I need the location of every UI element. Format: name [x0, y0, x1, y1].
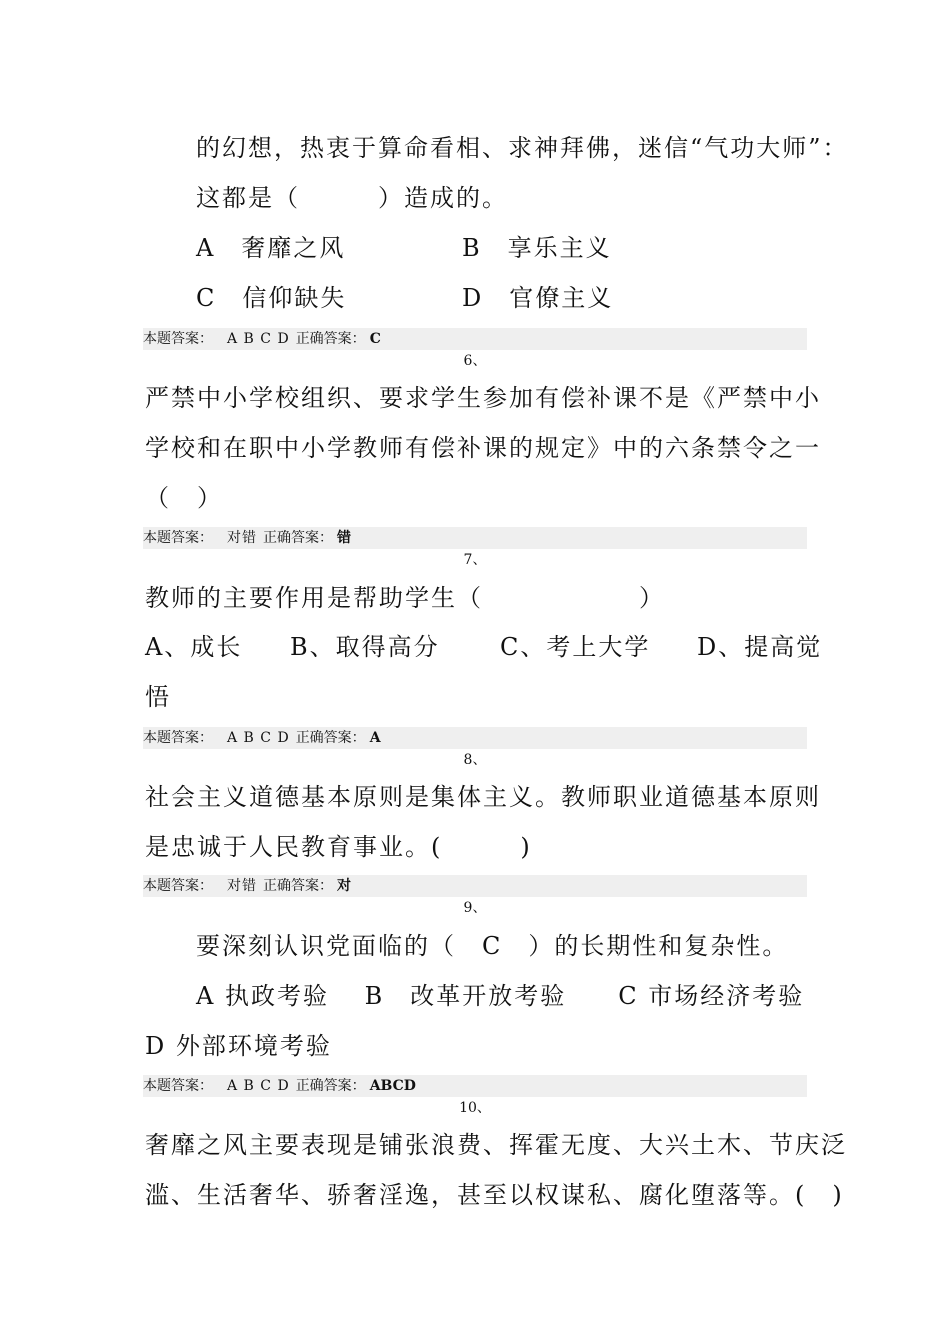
q10-line-1: 奢靡之风主要表现是铺张浪费、挥霍无度、大兴土木、节庆泛 — [145, 1131, 847, 1159]
q6-line-2: 学校和在职中小学教师有偿补课的规定》中的六条禁令之一 — [145, 434, 821, 462]
q9-line-1: 要深刻认识党面临的（ C ）的长期性和复杂性。 — [196, 932, 789, 960]
q7-line-1: 教师的主要作用是帮助学生（ ） — [145, 584, 665, 612]
correct-answer: C — [369, 331, 381, 347]
q8-line-2: 是忠诚于人民教育事业。( ) — [145, 833, 532, 861]
answer-choices: 对错 — [227, 530, 257, 546]
q7-option-c: C、考上大学 — [500, 633, 651, 661]
q6-number: 6、 — [463, 353, 487, 369]
q6-line-3: （ ） — [145, 484, 223, 512]
q6-answer-bar — [143, 527, 807, 549]
q8-line-1: 社会主义道德基本原则是集体主义。教师职业道德基本原则 — [145, 783, 821, 811]
q6-line-1: 严禁中小学校组织、要求学生参加有偿补课不是《严禁中小 — [145, 384, 821, 412]
q8-number: 8、 — [463, 752, 487, 768]
answer-label: 本题答案： — [143, 878, 213, 894]
correct-label: 正确答案： — [295, 1078, 366, 1094]
q7-line-tail: 悟 — [145, 683, 171, 711]
q9-answer-bar — [143, 1075, 807, 1097]
answer-label: 本题答案： — [143, 730, 213, 746]
q7-option-d: D、提高觉 — [697, 633, 823, 661]
q5-option-d: D 官僚主义 — [462, 284, 614, 312]
correct-label: 正确答案： — [295, 730, 366, 746]
q7-option-b: B、取得高分 — [290, 633, 440, 661]
correct-answer: 错 — [337, 530, 351, 546]
answer-label: 本题答案： — [143, 331, 213, 347]
correct-answer: 对 — [337, 878, 351, 894]
answer-choices: A B C D — [227, 1078, 290, 1094]
q5-line-2: 这都是（ ）造成的。 — [196, 184, 508, 212]
q7-answer-bar — [143, 727, 807, 749]
q9-line-tail: D 外部环境考验 — [145, 1032, 332, 1060]
answer-choices: 对错 — [227, 878, 257, 894]
q5-option-a: A 奢靡之风 — [196, 234, 346, 262]
answer-choices: A B C D — [227, 331, 290, 347]
correct-answer: ABCD — [369, 1078, 416, 1094]
q9-options: A 执政考验 B 改革开放考验 C 市场经济考验 — [196, 982, 805, 1010]
correct-answer: A — [369, 730, 381, 746]
q5-option-b: B 享乐主义 — [462, 234, 612, 262]
q5-line-1: 的幻想，热衷于算命看相、求神拜佛，迷信“气功大师”： — [196, 134, 849, 162]
q10-number: 10、 — [459, 1100, 491, 1116]
answer-label: 本题答案： — [143, 530, 213, 546]
q7-option-a: A、成长 — [145, 633, 243, 661]
correct-label: 正确答案： — [263, 878, 333, 894]
q10-line-2: 滥、生活奢华、骄奢淫逸，甚至以权谋私、腐化堕落等。( ) — [145, 1181, 844, 1209]
q7-number: 7、 — [463, 552, 487, 568]
q9-number: 9、 — [463, 900, 487, 916]
answer-choices: A B C D — [227, 730, 290, 746]
q5-answer-bar — [143, 328, 807, 350]
answer-label: 本题答案： — [143, 1078, 213, 1094]
q5-option-c: C 信仰缺失 — [196, 284, 347, 312]
correct-label: 正确答案： — [295, 331, 366, 347]
correct-label: 正确答案： — [263, 530, 333, 546]
q8-answer-bar — [143, 875, 807, 897]
